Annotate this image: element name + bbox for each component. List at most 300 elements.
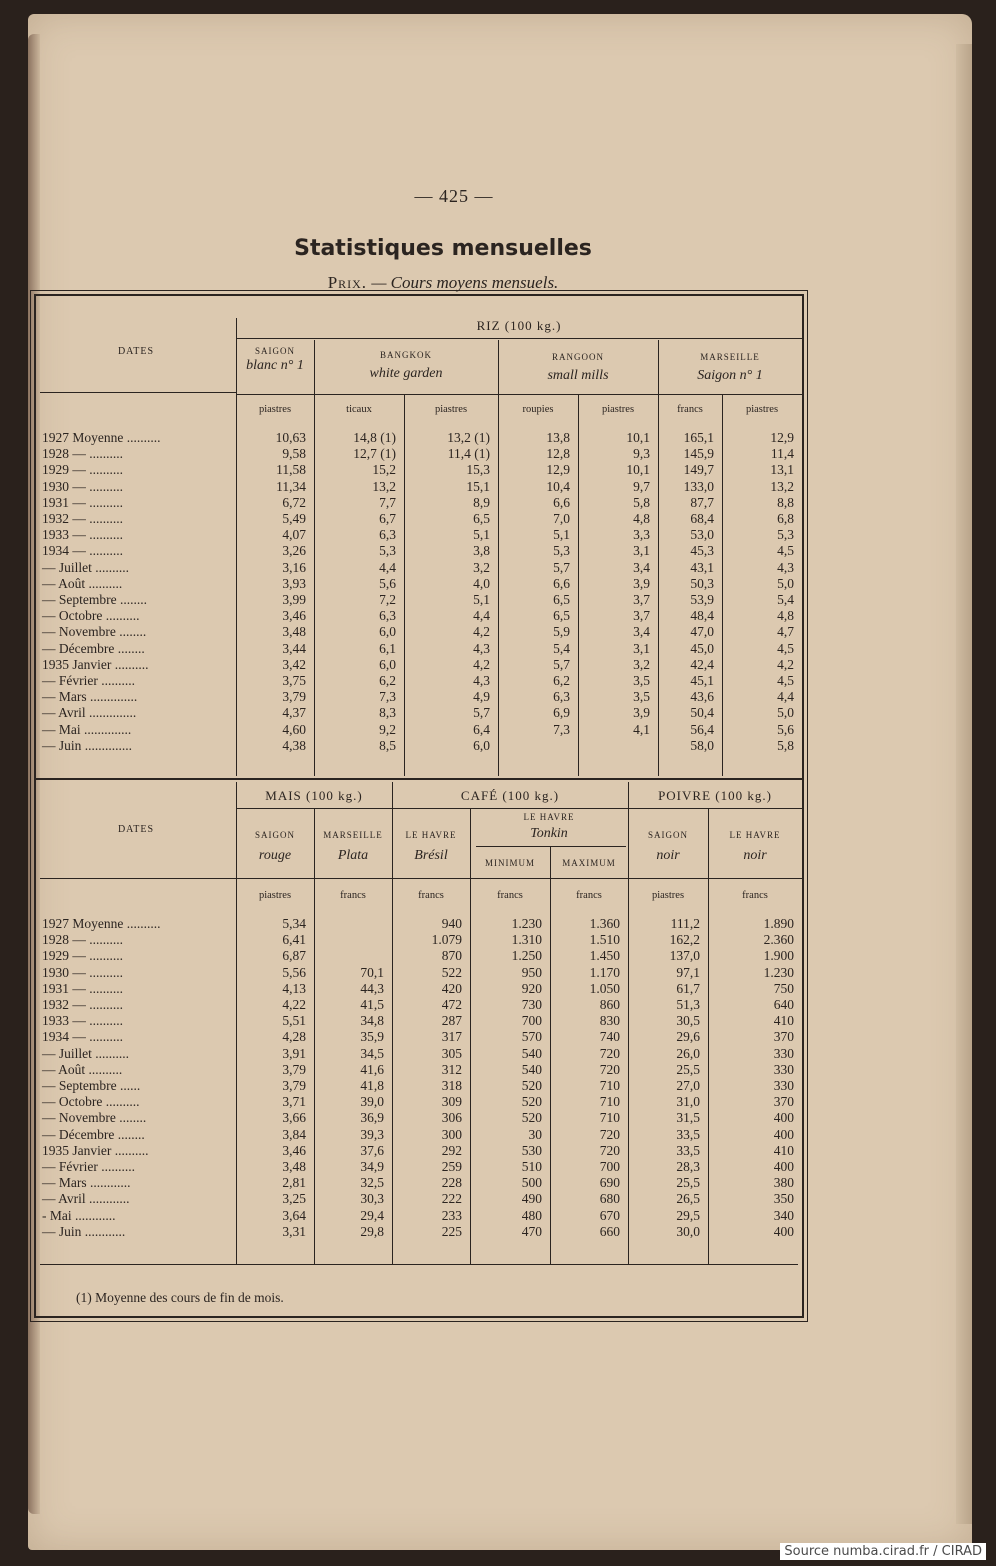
row-value: 370 bbox=[773, 1094, 794, 1110]
rice-row bbox=[36, 446, 802, 462]
row-value: 43,1 bbox=[690, 559, 714, 575]
unit2-5: francs bbox=[576, 890, 602, 901]
row-date: — Mars ............ bbox=[42, 1175, 131, 1191]
row-value: 3,64 bbox=[282, 1207, 306, 1223]
row-value: 58,0 bbox=[690, 737, 714, 753]
row-date: 1927 Moyenne .......... bbox=[42, 916, 161, 931]
row-value: 3,79 bbox=[282, 689, 306, 705]
row-value: 6,41 bbox=[282, 932, 306, 948]
row-value: 3,4 bbox=[633, 559, 650, 575]
row-value: 149,7 bbox=[683, 462, 714, 478]
row-date: 1935 Janvier .......... bbox=[42, 656, 149, 672]
row-value: 3,46 bbox=[282, 1142, 306, 1158]
col2-pepper-havre-h1: LE HAVRE bbox=[729, 830, 781, 840]
row-value: 15,3 bbox=[466, 462, 490, 478]
row-value: 7,3 bbox=[379, 689, 396, 705]
row-value: 710 bbox=[599, 1094, 620, 1110]
rice-group-header: RIZ (100 kg.) bbox=[476, 318, 562, 333]
row-value: 7,7 bbox=[379, 494, 396, 510]
row-value: 4,13 bbox=[282, 980, 306, 996]
unit2-3: francs bbox=[418, 890, 444, 901]
maize-row bbox=[36, 1013, 802, 1029]
row-value: 7,0 bbox=[553, 511, 570, 527]
row-value: 1.250 bbox=[511, 948, 542, 964]
row-value: 26,0 bbox=[676, 1045, 700, 1061]
row-value: 6,6 bbox=[553, 575, 570, 591]
row-value: 9,2 bbox=[379, 721, 396, 737]
maize-group-header: MAIS (100 kg.) bbox=[265, 788, 363, 803]
coffee-group-header: CAFÉ (100 kg.) bbox=[460, 788, 560, 803]
row-value: 48,4 bbox=[690, 608, 714, 624]
row-value: 4,0 bbox=[473, 575, 490, 591]
row-value: 2.360 bbox=[763, 932, 794, 948]
row-value: 317 bbox=[441, 1029, 462, 1045]
col2-pepper-havre-h2: noir bbox=[743, 848, 767, 863]
row-value: 300 bbox=[441, 1126, 462, 1142]
unit-6: francs bbox=[677, 404, 703, 415]
row-value: 53,9 bbox=[690, 592, 714, 608]
rice-row bbox=[36, 689, 802, 705]
row-value: 4,8 bbox=[633, 511, 650, 527]
row-value: 12,7 (1) bbox=[353, 446, 396, 462]
row-value: 3,44 bbox=[282, 640, 306, 656]
row-value: 4,2 bbox=[777, 656, 794, 672]
row-value: 720 bbox=[599, 1142, 620, 1158]
col2-pepper-saigon-h1: SAIGON bbox=[647, 830, 688, 840]
row-value: 287 bbox=[441, 1013, 462, 1029]
row-value: 380 bbox=[773, 1175, 794, 1191]
row-value: 370 bbox=[773, 1029, 794, 1045]
row-value: 750 bbox=[773, 980, 794, 996]
maize-rows bbox=[36, 916, 802, 1240]
row-value: 5,3 bbox=[553, 543, 570, 559]
col-rangoon-h1: RANGOON bbox=[552, 352, 604, 362]
row-value: 41,5 bbox=[360, 997, 384, 1013]
row-value: 25,5 bbox=[676, 1061, 700, 1077]
row-value: 6,5 bbox=[553, 608, 570, 624]
row-value: 520 bbox=[521, 1110, 542, 1126]
row-value: 3,5 bbox=[633, 673, 650, 689]
row-value: 720 bbox=[599, 1061, 620, 1077]
row-value: 12,9 bbox=[770, 430, 794, 445]
row-value: 5,7 bbox=[553, 656, 570, 672]
row-value: 3,42 bbox=[282, 656, 306, 672]
rice-row bbox=[36, 462, 802, 478]
row-value: 13,2 bbox=[770, 478, 794, 494]
row-value: 4,28 bbox=[282, 1029, 306, 1045]
row-value: 30,3 bbox=[360, 1191, 384, 1207]
row-value: 225 bbox=[441, 1223, 462, 1239]
unit-5: piastres bbox=[601, 404, 635, 415]
row-value: 720 bbox=[599, 1045, 620, 1061]
row-value: 3,4 bbox=[633, 624, 650, 640]
maize-row bbox=[36, 981, 802, 997]
row-value: 3,46 bbox=[282, 608, 306, 624]
row-date: — Septembre ...... bbox=[42, 1078, 141, 1094]
row-value: 472 bbox=[441, 997, 462, 1013]
row-value: 5,0 bbox=[777, 575, 794, 591]
row-value: 10,1 bbox=[626, 462, 650, 478]
rice-row bbox=[36, 560, 802, 576]
row-value: 29,8 bbox=[360, 1223, 384, 1239]
row-value: 3,7 bbox=[633, 608, 650, 624]
col-rangoon-h2: small mills bbox=[547, 368, 609, 383]
rice-row bbox=[36, 657, 802, 673]
row-value: 318 bbox=[441, 1078, 462, 1094]
maize-row bbox=[36, 1078, 802, 1094]
page-edge bbox=[956, 44, 972, 1524]
col2-saigon-h2: rouge bbox=[258, 848, 292, 863]
row-value: 3,1 bbox=[633, 543, 650, 559]
col2-minimum: MINIMUM bbox=[484, 858, 535, 868]
row-value: 9,7 bbox=[633, 478, 650, 494]
statistics-frame bbox=[34, 294, 804, 1318]
row-value: 36,9 bbox=[360, 1110, 384, 1126]
maize-row bbox=[36, 1175, 802, 1191]
row-value: 330 bbox=[773, 1045, 794, 1061]
row-value: 4,38 bbox=[282, 737, 306, 753]
row-value: 3,25 bbox=[282, 1191, 306, 1207]
col2-lehavre-h1: LE HAVRE bbox=[405, 830, 457, 840]
row-value: 6,5 bbox=[553, 592, 570, 608]
row-date: — Juin ............ bbox=[42, 1223, 126, 1239]
col2-marseille-h2: Plata bbox=[337, 848, 369, 863]
maize-row bbox=[36, 1046, 802, 1062]
row-value: 720 bbox=[599, 1126, 620, 1142]
row-date: 1928 — .......... bbox=[42, 446, 123, 462]
row-value: 6,2 bbox=[379, 673, 396, 689]
row-value: 5,1 bbox=[553, 527, 570, 543]
maize-row bbox=[36, 948, 802, 964]
row-value: 13,2 bbox=[372, 478, 396, 494]
row-value: 34,5 bbox=[360, 1045, 384, 1061]
row-value: 4,3 bbox=[473, 640, 490, 656]
row-value: 34,9 bbox=[360, 1159, 384, 1175]
row-value: 137,0 bbox=[669, 948, 700, 964]
maize-row bbox=[36, 1029, 802, 1045]
rice-row bbox=[36, 495, 802, 511]
row-value: 6,72 bbox=[282, 494, 306, 510]
row-value: 3,5 bbox=[633, 689, 650, 705]
row-value: 3,91 bbox=[282, 1045, 306, 1061]
row-value: 25,5 bbox=[676, 1175, 700, 1191]
row-value: 32,5 bbox=[360, 1175, 384, 1191]
row-value: 3,1 bbox=[633, 640, 650, 656]
rice-row bbox=[36, 738, 802, 754]
row-value: 950 bbox=[521, 964, 542, 980]
row-value: 640 bbox=[773, 997, 794, 1013]
page-number: — 425 — bbox=[414, 186, 494, 206]
subtitle-prefix: Prix. bbox=[327, 273, 368, 292]
row-value: 5,1 bbox=[473, 592, 490, 608]
row-value: 1.360 bbox=[589, 916, 620, 931]
row-value: 400 bbox=[773, 1110, 794, 1126]
row-date: — Octobre .......... bbox=[42, 608, 140, 624]
row-value: 45,1 bbox=[690, 673, 714, 689]
col2-saigon-h1: SAIGON bbox=[254, 830, 295, 840]
maize-row bbox=[36, 1224, 802, 1240]
row-value: 4,60 bbox=[282, 721, 306, 737]
row-value: 480 bbox=[521, 1207, 542, 1223]
row-value: 12,8 bbox=[546, 446, 570, 462]
row-date: 1931 — .......... bbox=[42, 980, 123, 996]
unit-2: ticaux bbox=[346, 404, 372, 415]
rice-rows bbox=[36, 430, 802, 754]
row-value: 29,6 bbox=[676, 1029, 700, 1045]
col2-lehavre-h2: Brésil bbox=[414, 848, 448, 863]
row-value: 6,3 bbox=[379, 608, 396, 624]
row-date: - Mai ............ bbox=[42, 1207, 116, 1223]
row-value: 15,1 bbox=[466, 478, 490, 494]
row-value: 292 bbox=[441, 1142, 462, 1158]
row-value: 8,5 bbox=[379, 737, 396, 753]
row-value: 31,5 bbox=[676, 1110, 700, 1126]
row-date: — Novembre ........ bbox=[42, 1110, 147, 1126]
row-value: 45,0 bbox=[690, 640, 714, 656]
row-value: 6,9 bbox=[553, 705, 570, 721]
row-value bbox=[578, 738, 658, 754]
rice-row bbox=[36, 722, 802, 738]
row-value: 6,3 bbox=[379, 527, 396, 543]
maize-row bbox=[36, 1191, 802, 1207]
footnote: (1) Moyenne des cours de fin de mois. bbox=[76, 1290, 284, 1305]
row-value: 4,3 bbox=[473, 673, 490, 689]
row-value: 1.170 bbox=[589, 964, 620, 980]
row-value: 6,4 bbox=[473, 721, 490, 737]
maize-row bbox=[36, 1127, 802, 1143]
subtitle-rest: — Cours moyens mensuels. bbox=[371, 273, 559, 292]
row-value: 700 bbox=[521, 1013, 542, 1029]
rice-row bbox=[36, 511, 802, 527]
row-value: 522 bbox=[441, 964, 462, 980]
row-value: 5,7 bbox=[553, 559, 570, 575]
row-value: 8,8 bbox=[777, 494, 794, 510]
maize-row bbox=[36, 916, 802, 932]
maize-coffee-pepper-table bbox=[36, 782, 802, 1286]
row-value: 44,3 bbox=[360, 980, 384, 996]
row-value: 39,3 bbox=[360, 1126, 384, 1142]
row-date: — Octobre .......... bbox=[42, 1094, 140, 1110]
row-value: 4,7 bbox=[777, 624, 794, 640]
row-value: 3,79 bbox=[282, 1061, 306, 1077]
row-value: 1.230 bbox=[511, 916, 542, 931]
row-value: 4,5 bbox=[777, 543, 794, 559]
row-value: 11,58 bbox=[276, 462, 306, 478]
row-date: — Juillet .......... bbox=[42, 1045, 129, 1061]
row-value: 470 bbox=[521, 1223, 542, 1239]
row-value: 39,0 bbox=[360, 1094, 384, 1110]
row-value: 1.450 bbox=[589, 948, 620, 964]
col-marseille-h1: MARSEILLE bbox=[700, 352, 760, 362]
row-value: 4,8 bbox=[777, 608, 794, 624]
row-value: 61,7 bbox=[676, 980, 700, 996]
row-value: 410 bbox=[773, 1013, 794, 1029]
row-value: 6,0 bbox=[379, 624, 396, 640]
row-date: 1931 — .......... bbox=[42, 494, 123, 510]
row-value: 6,87 bbox=[282, 948, 306, 964]
row-value: 29,5 bbox=[676, 1207, 700, 1223]
row-value: 8,3 bbox=[379, 705, 396, 721]
maize-row bbox=[36, 1143, 802, 1159]
row-value: 570 bbox=[521, 1029, 542, 1045]
row-value: 41,6 bbox=[360, 1061, 384, 1077]
row-value: 3,48 bbox=[282, 1159, 306, 1175]
row-value: 710 bbox=[599, 1110, 620, 1126]
pepper-group-header: POIVRE (100 kg.) bbox=[658, 788, 772, 803]
row-value: 400 bbox=[773, 1126, 794, 1142]
row-date: 1930 — .......... bbox=[42, 964, 123, 980]
row-value: 3,2 bbox=[633, 656, 650, 672]
row-value: 3,9 bbox=[633, 705, 650, 721]
maize-row bbox=[36, 1094, 802, 1110]
row-value: 233 bbox=[441, 1207, 462, 1223]
row-date: 1929 — .......... bbox=[42, 462, 123, 478]
maize-row bbox=[36, 1208, 802, 1224]
row-value: 4,2 bbox=[473, 624, 490, 640]
rice-row bbox=[36, 641, 802, 657]
row-value: 42,4 bbox=[690, 656, 714, 672]
col-bangkok-h1: BANGKOK bbox=[380, 350, 432, 360]
row-value: 410 bbox=[773, 1142, 794, 1158]
row-value: 5,7 bbox=[473, 705, 490, 721]
row-value: 3,75 bbox=[282, 673, 306, 689]
row-value: 3,48 bbox=[282, 624, 306, 640]
row-value: 5,34 bbox=[282, 916, 306, 931]
row-value: 670 bbox=[599, 1207, 620, 1223]
row-value: 50,4 bbox=[690, 705, 714, 721]
row-value: 6,1 bbox=[379, 640, 396, 656]
row-value: 30 bbox=[528, 1126, 542, 1142]
row-value: 6,0 bbox=[379, 656, 396, 672]
row-value: 4,37 bbox=[282, 705, 306, 721]
row-value: 730 bbox=[521, 997, 542, 1013]
row-value: 510 bbox=[521, 1159, 542, 1175]
row-value: 111,2 bbox=[670, 916, 700, 931]
row-value: 340 bbox=[773, 1207, 794, 1223]
col-saigon-h1: SAIGON bbox=[254, 346, 295, 356]
row-value: 56,4 bbox=[690, 721, 714, 737]
row-date: 1934 — .......... bbox=[42, 1029, 123, 1045]
row-value: 330 bbox=[773, 1078, 794, 1094]
row-value: 13,1 bbox=[770, 462, 794, 478]
row-value: 4,2 bbox=[473, 656, 490, 672]
row-value: 9,58 bbox=[282, 446, 306, 462]
row-value: 35,9 bbox=[360, 1029, 384, 1045]
rice-row bbox=[36, 592, 802, 608]
maize-row bbox=[36, 932, 802, 948]
row-date: 1935 Janvier .......... bbox=[42, 1142, 149, 1158]
row-value: 660 bbox=[599, 1223, 620, 1239]
row-value: 222 bbox=[441, 1191, 462, 1207]
row-date: — Juillet .......... bbox=[42, 559, 129, 575]
row-value: 27,0 bbox=[676, 1078, 700, 1094]
row-value: 70,1 bbox=[360, 964, 384, 980]
row-value: 11,4 (1) bbox=[447, 446, 490, 462]
row-value: 3,99 bbox=[282, 592, 306, 608]
row-value: 5,0 bbox=[777, 705, 794, 721]
row-value: 5,6 bbox=[379, 575, 396, 591]
col2-maximum: MAXIMUM bbox=[562, 858, 616, 868]
row-value: 5,3 bbox=[777, 527, 794, 543]
row-value: 5,51 bbox=[282, 1013, 306, 1029]
row-date: 1927 Moyenne .......... bbox=[42, 430, 161, 445]
row-value: 9,3 bbox=[633, 446, 650, 462]
unit-4: roupies bbox=[522, 404, 554, 415]
col2-marseille-h1: MARSEILLE bbox=[323, 830, 383, 840]
row-value bbox=[314, 932, 392, 948]
row-value: 3,31 bbox=[282, 1223, 306, 1239]
row-value: 11,34 bbox=[276, 478, 306, 494]
row-value: 259 bbox=[441, 1159, 462, 1175]
row-value: 420 bbox=[441, 980, 462, 996]
row-date: — Février .......... bbox=[42, 673, 135, 689]
row-value: 4,9 bbox=[473, 689, 490, 705]
row-value: 26,5 bbox=[676, 1191, 700, 1207]
row-value: 7,2 bbox=[379, 592, 396, 608]
row-value: 3,9 bbox=[633, 575, 650, 591]
row-date: — Août .......... bbox=[42, 575, 123, 591]
row-value: 710 bbox=[599, 1078, 620, 1094]
row-value: 5,8 bbox=[633, 494, 650, 510]
row-value: 4,22 bbox=[282, 997, 306, 1013]
rice-table bbox=[36, 296, 802, 780]
row-value: 145,9 bbox=[683, 446, 714, 462]
row-value: 87,7 bbox=[690, 494, 714, 510]
row-value: 10,63 bbox=[275, 430, 306, 445]
row-value: 6,0 bbox=[473, 737, 490, 753]
row-value: 2,81 bbox=[282, 1175, 306, 1191]
row-value: 4,1 bbox=[633, 721, 650, 737]
row-value: 12,9 bbox=[546, 462, 570, 478]
row-value: 28,3 bbox=[676, 1159, 700, 1175]
row-value: 47,0 bbox=[690, 624, 714, 640]
row-value: 830 bbox=[599, 1013, 620, 1029]
unit2-6: piastres bbox=[651, 890, 685, 901]
row-date: — Avril .............. bbox=[42, 705, 137, 721]
row-value: 13,8 bbox=[546, 430, 570, 445]
row-value: 1.510 bbox=[589, 932, 620, 948]
row-date: — Décembre ........ bbox=[42, 640, 145, 656]
row-value: 3,26 bbox=[282, 543, 306, 559]
row-value bbox=[498, 738, 578, 754]
row-value bbox=[314, 948, 392, 964]
row-date: — Février .......... bbox=[42, 1159, 135, 1175]
row-value: 1.890 bbox=[763, 916, 794, 931]
row-value: 4,5 bbox=[777, 640, 794, 656]
row-value: 4,4 bbox=[379, 559, 396, 575]
row-value: 10,1 bbox=[626, 430, 650, 445]
row-value: 41,8 bbox=[360, 1078, 384, 1094]
row-value: 330 bbox=[773, 1061, 794, 1077]
row-value: 3,71 bbox=[282, 1094, 306, 1110]
row-value: 3,16 bbox=[282, 559, 306, 575]
unit2-1: piastres bbox=[258, 890, 292, 901]
row-value: 3,8 bbox=[473, 543, 490, 559]
row-value: 3,79 bbox=[282, 1078, 306, 1094]
row-value: 3,2 bbox=[473, 559, 490, 575]
row-date: — Juin .............. bbox=[42, 737, 133, 753]
row-value: 305 bbox=[441, 1045, 462, 1061]
row-value: 400 bbox=[773, 1223, 794, 1239]
row-value: 13,2 (1) bbox=[447, 430, 490, 445]
row-value: 68,4 bbox=[690, 511, 714, 527]
row-value: 6,6 bbox=[553, 494, 570, 510]
row-value: 540 bbox=[521, 1061, 542, 1077]
row-value: 133,0 bbox=[683, 478, 714, 494]
row-value: 4,3 bbox=[777, 559, 794, 575]
row-value: 30,0 bbox=[676, 1223, 700, 1239]
row-value: 5,56 bbox=[282, 964, 306, 980]
